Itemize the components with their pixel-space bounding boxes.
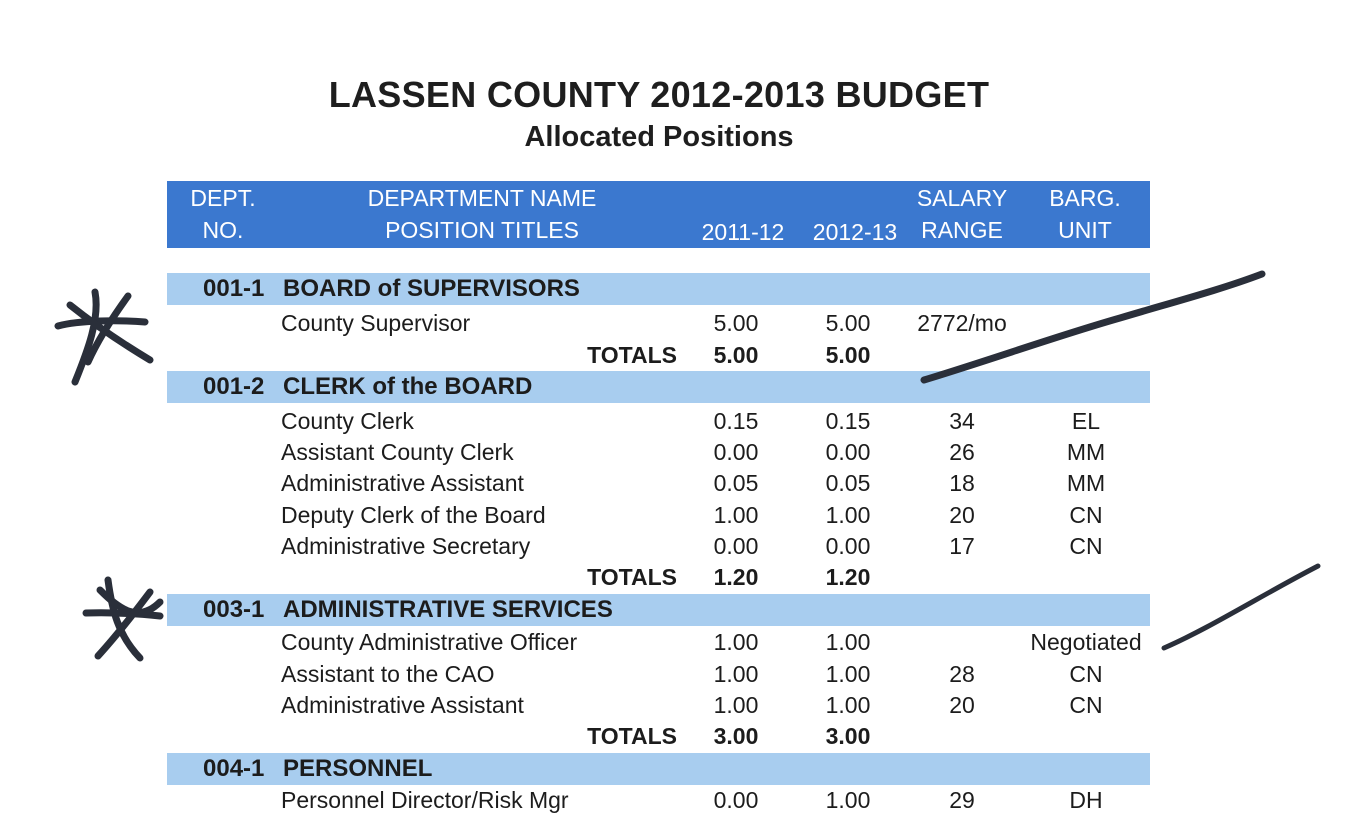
allocation-2012-13: 1.00 <box>825 787 871 813</box>
header-barg-line1: BARG. <box>1049 185 1121 211</box>
position-title: Administrative Assistant <box>281 470 524 496</box>
bargaining-unit: DH <box>1069 787 1103 813</box>
salary-range: 29 <box>949 787 975 813</box>
allocation-2012-13: 1.00 <box>825 629 871 655</box>
salary-range: 2772/mo <box>917 310 1007 336</box>
salary-range: 28 <box>949 661 975 687</box>
totals-2012-13: 1.20 <box>825 564 871 590</box>
position-title: Administrative Secretary <box>281 533 531 559</box>
allocation-2012-13: 1.00 <box>825 692 871 718</box>
bargaining-unit: CN <box>1069 661 1103 687</box>
section-header <box>167 371 1150 403</box>
section-number: 001-1 <box>203 275 265 302</box>
salary-range: 20 <box>949 502 975 528</box>
table-row <box>0 308 1348 339</box>
allocation-2012-13: 1.00 <box>825 661 871 687</box>
header-dept-name <box>327 182 637 246</box>
header-barg-line2: UNIT <box>1058 217 1112 243</box>
allocation-2011-12: 0.00 <box>713 787 759 813</box>
totals-2012-13: 3.00 <box>825 723 871 749</box>
header-salary-range <box>907 182 1017 246</box>
table-row <box>0 627 1348 658</box>
bargaining-unit: Negotiated <box>1030 629 1142 655</box>
totals-row <box>0 721 1348 752</box>
position-title: County Administrative Officer <box>281 629 578 655</box>
allocation-2012-13: 0.00 <box>825 439 871 465</box>
totals-label: TOTALS <box>587 342 677 368</box>
table-row <box>0 785 1348 816</box>
position-title: County Clerk <box>281 408 414 434</box>
table-row <box>0 690 1348 721</box>
bargaining-unit: MM <box>1066 470 1106 496</box>
bargaining-unit: CN <box>1069 533 1103 559</box>
totals-label: TOTALS <box>587 564 677 590</box>
table-row <box>0 468 1348 499</box>
header-dept-no-line1: DEPT. <box>190 185 256 211</box>
totals-row <box>0 562 1348 593</box>
allocation-2011-12: 0.00 <box>713 439 759 465</box>
table-row <box>0 531 1348 562</box>
header-salary-line2: RANGE <box>921 217 1003 243</box>
table-row <box>0 500 1348 531</box>
totals-2011-12: 1.20 <box>713 564 759 590</box>
allocation-2012-13: 0.00 <box>825 533 871 559</box>
header-2011-12: 2011-12 <box>701 219 785 245</box>
allocation-2012-13: 1.00 <box>825 502 871 528</box>
salary-range: 26 <box>949 439 975 465</box>
totals-2011-12: 5.00 <box>713 342 759 368</box>
allocation-2011-12: 1.00 <box>713 629 759 655</box>
section-header <box>167 273 1150 305</box>
bargaining-unit: MM <box>1066 439 1106 465</box>
allocation-2012-13: 0.05 <box>825 470 871 496</box>
totals-2012-13: 5.00 <box>825 342 871 368</box>
header-barg-unit <box>1027 182 1143 246</box>
position-title: Assistant County Clerk <box>281 439 514 465</box>
header-dept-name-line2: POSITION TITLES <box>385 217 579 243</box>
allocation-2011-12: 1.00 <box>713 661 759 687</box>
bargaining-unit: CN <box>1069 502 1103 528</box>
header-2012-13: 2012-13 <box>812 219 898 245</box>
section-name: CLERK of the BOARD <box>283 373 533 400</box>
totals-label: TOTALS <box>587 723 677 749</box>
section-number: 003-1 <box>203 596 265 623</box>
section-name: PERSONNEL <box>283 755 433 782</box>
table-row <box>0 659 1348 690</box>
position-title: Assistant to the CAO <box>281 661 495 687</box>
section-number: 004-1 <box>203 755 265 782</box>
salary-range: 20 <box>949 692 975 718</box>
position-title: County Supervisor <box>281 310 471 336</box>
table-row <box>0 406 1348 437</box>
section-name: BOARD of SUPERVISORS <box>283 275 580 302</box>
allocation-2012-13: 0.15 <box>825 408 871 434</box>
header-dept-no-line2: NO. <box>202 217 244 243</box>
totals-row <box>0 340 1348 371</box>
header-salary-line1: SALARY <box>916 185 1008 211</box>
section-header <box>167 594 1150 626</box>
bargaining-unit: EL <box>1071 408 1101 434</box>
allocation-2011-12: 1.00 <box>713 692 759 718</box>
section-number: 001-2 <box>203 373 265 400</box>
allocation-2011-12: 0.15 <box>713 408 759 434</box>
salary-range: 17 <box>949 533 975 559</box>
allocation-2011-12: 5.00 <box>713 310 759 336</box>
allocation-2011-12: 0.05 <box>713 470 759 496</box>
section-name: ADMINISTRATIVE SERVICES <box>283 596 613 623</box>
table-header <box>167 181 1150 248</box>
header-dept-name-line1: DEPARTMENT NAME <box>367 185 597 211</box>
section-header <box>167 753 1150 785</box>
position-title: Administrative Assistant <box>281 692 524 718</box>
allocation-2011-12: 1.00 <box>713 502 759 528</box>
salary-range: 18 <box>949 470 975 496</box>
salary-range: 34 <box>949 408 975 434</box>
header-dept-no <box>181 182 265 246</box>
bargaining-unit: CN <box>1069 692 1103 718</box>
document-subtitle: Allocated Positions <box>524 121 794 153</box>
position-title: Personnel Director/Risk Mgr <box>281 787 569 813</box>
table-row <box>0 437 1348 468</box>
position-title: Deputy Clerk of the Board <box>281 502 546 528</box>
allocation-2011-12: 0.00 <box>713 533 759 559</box>
totals-2011-12: 3.00 <box>713 723 759 749</box>
allocation-2012-13: 5.00 <box>825 310 871 336</box>
document-title: LASSEN COUNTY 2012-2013 BUDGET <box>328 74 990 115</box>
